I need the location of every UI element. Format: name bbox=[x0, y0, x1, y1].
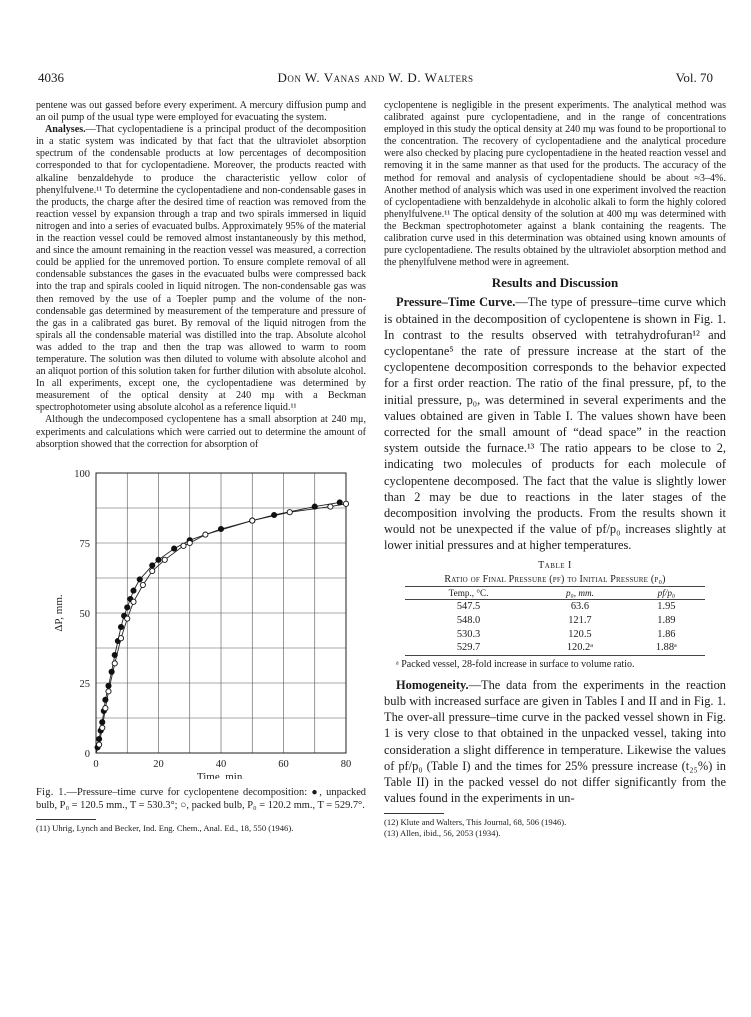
data-point-unpacked bbox=[218, 526, 223, 531]
table-cell: 120.5 bbox=[568, 628, 592, 640]
data-point-packed bbox=[181, 543, 186, 548]
table-title: Table I bbox=[538, 559, 572, 571]
table-cell: 530.3 bbox=[456, 628, 481, 640]
column-header: Temp., °C. bbox=[405, 586, 532, 599]
column-header: p₀, mm. bbox=[532, 586, 628, 599]
runin-heading: Analyses. bbox=[45, 124, 86, 136]
y-tick-label: 0 bbox=[84, 748, 90, 760]
data-point-unpacked bbox=[109, 669, 114, 674]
table-caption: Ratio of Final Pressure (pf) to Initial Pressure (p₀) bbox=[444, 573, 666, 585]
data-point-packed bbox=[187, 540, 192, 545]
data-point-packed bbox=[287, 509, 292, 514]
runin-heading: Pressure–Time Curve. bbox=[396, 295, 516, 310]
data-point-packed bbox=[140, 582, 145, 587]
left-text bbox=[36, 100, 366, 451]
paragraph-text: —The data from the experiments in the reaction bulb with increased surface are given in Tables I and II and in Fig. 1. The over-all pressure–time curve in the packed vessel shown in Fig. 1 is very close to that obtained in the unpacked vessel, taking into consideration a slight difference in temperature. Likewise the values of pf/p₀ (Table I) and the times for 25% pressure increase (t₂₅%) in Table II) in the packed vessel do not differ significantly from the values found in the experiments in un- bbox=[384, 677, 726, 806]
data-point-unpacked bbox=[156, 557, 161, 562]
y-tick-label: 75 bbox=[79, 538, 90, 550]
y-axis-label: ΔP, mm. bbox=[53, 594, 65, 632]
table-row bbox=[405, 613, 705, 627]
footnote-11: (11) Uhrig, Lynch and Becker, Ind. Eng. Chem., Anal. Ed., 18, 550 (1946). bbox=[36, 822, 294, 833]
data-point-packed bbox=[97, 742, 102, 747]
y-tick-label: 25 bbox=[79, 678, 90, 690]
table-cell: 1.88ᵃ bbox=[655, 642, 677, 654]
table-cell: 529.7 bbox=[456, 642, 481, 654]
page-number: 4036 bbox=[38, 70, 64, 85]
data-point-packed bbox=[328, 504, 333, 509]
data-point-packed bbox=[131, 599, 136, 604]
data-point-packed bbox=[125, 616, 130, 621]
homogeneity-text bbox=[384, 677, 726, 807]
table-cell: 548.0 bbox=[456, 614, 481, 626]
table-row bbox=[405, 599, 705, 613]
table-footnote: ᵃ Packed vessel, 28-fold increase in surface to volume ratio. bbox=[396, 658, 635, 670]
paragraph-homogeneity bbox=[384, 677, 726, 807]
x-tick-label: 60 bbox=[278, 758, 289, 770]
runin-heading: Homogeneity. bbox=[396, 677, 469, 692]
paragraph-pressure-time bbox=[384, 294, 726, 553]
data-point-unpacked bbox=[312, 504, 317, 509]
table-cell: 121.7 bbox=[568, 614, 592, 626]
table-header-row bbox=[405, 586, 705, 599]
y-tick-label: 50 bbox=[79, 608, 90, 620]
pressure-time-chart bbox=[36, 461, 366, 779]
data-point-packed bbox=[106, 689, 111, 694]
data-point-unpacked bbox=[125, 605, 130, 610]
data-point-unpacked bbox=[97, 736, 102, 741]
table-cell: 1.95 bbox=[657, 600, 676, 612]
series-curve-1 bbox=[96, 502, 340, 753]
running-header-authors: Don W. Vanas and W. D. Walters bbox=[277, 70, 474, 85]
footnote-12: (12) Klute and Walters, This Journal, 68, 506 (1946). bbox=[384, 817, 567, 828]
data-point-unpacked bbox=[172, 546, 177, 551]
x-tick-label: 20 bbox=[153, 758, 164, 770]
figure-1 bbox=[36, 461, 366, 784]
data-point-packed bbox=[162, 557, 167, 562]
x-axis-label: Time, min. bbox=[196, 770, 246, 779]
figure-caption bbox=[36, 786, 366, 812]
x-tick-label: 80 bbox=[340, 758, 352, 770]
data-point-unpacked bbox=[337, 500, 342, 505]
volume-label: Vol. 70 bbox=[675, 70, 713, 85]
left-column bbox=[36, 100, 366, 833]
data-point-unpacked bbox=[137, 577, 142, 582]
data-point-packed bbox=[100, 725, 105, 730]
y-tick-label: 100 bbox=[74, 468, 90, 480]
paragraph-analyses bbox=[36, 124, 366, 414]
data-point-unpacked bbox=[100, 719, 105, 724]
right-column bbox=[384, 100, 726, 838]
caption-text: —Pressure–time curve for cyclopentene decomposition: ●, unpacked bulb, P₀ = 120.5 mm., T = 530.3°; ○, packed bulb, P₀ = 120.2 mm., T = 529.7°. bbox=[36, 786, 366, 811]
data-point-unpacked bbox=[106, 683, 111, 688]
x-tick-label: 0 bbox=[93, 758, 99, 770]
footnote-rule bbox=[36, 819, 96, 820]
table-cell: 1.89 bbox=[657, 614, 676, 626]
paragraph-text: —That cyclopentadiene is a principal product of the decomposition in a static system was indicated by that fact that the ultraviolet absorption spectrum of the condensable products at low percentages of decomposition corresponded to that for cyclopentadiene. Moreover, the products reacted with alkaline benzaldehyde to produce the characteristic yellow color of phenylfulvene.¹¹ To determine the cyclopentadiene and non-condensable gases in the products, the charge after the desired time of reaction was removed from the reaction vessel by expansion through a trap and two spirals immersed in liquid nitrogen and into a series of evacuated bulbs. Approximately 95% of the material in the reaction vessel could be removed almost instantaneously by this method, and since the amount remaining in the reaction vessel was measured, a correction could be applied for the unremoved portion. To ensure complete removal of all condensable substances the gases in the evacuated bulbs were compressed back into the trap and spirals cooled in liquid nitrogen. The non-condensable gas was then removed by the use of a Toepler pump and the volume of the non-condensable gas determined by measurement of the temperature and pressure of the gas in a calibrated gas buret. By removal of the liquid nitrogen from the spirals all the condensable material was distilled into the trap. Absolute alcohol was added to the trap and then the trap was allowed to warm to room temperature. The solution was then diluted to volume with absolute alcohol and an aliquot portion of this solution taken for further dilution with absolute alcohol. In all experiments, except one, the cyclopentadiene was determined by measurement of the optical density at 240 mμ with a Beckman spectrophotometer using absolute alcohol as a reference liquid.¹¹ bbox=[36, 124, 366, 414]
data-point-unpacked bbox=[112, 652, 117, 657]
data-point-packed bbox=[150, 568, 155, 573]
caption-label: Fig. 1. bbox=[36, 786, 67, 798]
footnote-rule bbox=[384, 813, 444, 814]
data-point-unpacked bbox=[131, 588, 136, 593]
data-point-unpacked bbox=[150, 563, 155, 568]
paragraph: Although the undecomposed cyclopentene has a small absorption at 240 mμ, experiments and calculations which were carried out to determine the amount of absorption showed that the correction for absorption of bbox=[36, 414, 366, 450]
data-point-packed bbox=[103, 705, 108, 710]
data-point-packed bbox=[112, 661, 117, 666]
paragraph-text: —The type of pressure–time curve which is obtained in the decomposition of cyclopentene is shown in Fig. 1. In contrast to the results observed with tetrahydrofuran¹² and cyclopentane⁵ the rate of pressure increase at the start of the cyclopentene decomposition corresponds to the behavior expected for a first order reaction. The ratio of the final pressure, pf, to the initial pressure, p₀, was determined in several experiments and the values obtained are given in Table I. The values shown have been corrected for the small amount of “dead space” in the reaction system outside the furnace.¹³ The ratio appears to be close to 2, indicating two molecules of products for each molecule of cyclopentene decomposed. The fact that the value is slightly lower than 2 may be due to reactions in the later stages of the decomposition involving the products. From the results shown it would not be unexpected if the value of pf/p₀ increases slightly at lower initial pressures and at higher temperatures. bbox=[384, 295, 726, 553]
table-cell: 1.86 bbox=[657, 628, 676, 640]
paragraph: pentene was out gassed before every experiment. A mercury diffusion pump and an oil pump of the usual type were employed for evacuating the system. bbox=[36, 100, 366, 124]
table-row bbox=[405, 641, 705, 655]
column-header: pf/p₀ bbox=[628, 586, 705, 599]
table-row bbox=[405, 627, 705, 641]
results-text bbox=[384, 294, 726, 553]
section-title: Results and Discussion bbox=[491, 275, 619, 291]
data-point-unpacked bbox=[118, 624, 123, 629]
paragraph: cyclopentene is negligible in the present experiments. The analytical method was calibrated against pure cyclopentadiene, and in the range of concentrations employed in this study the optical density at 240 mμ was found to be proportional to the concentration. The recovery of cyclopentadiene and the analytical procedure were also checked by placing pure cyclopentadiene in the heated reaction vessel and removing it in the same manner as that used for the products. The accuracy of the method for removal and analysis of cyclopentadiene should be about ≈3–4%. Another method of analysis which was used in one experiment involved the reaction of cyclopentadiene with benzaldehyde in alcoholic alkali to form the highly colored phenylfulvene.¹¹ The optical density of the solution at 400 mμ was determined with the Beckman spectrophotometer against a blank containing the reagents. The calibration curve used in this determination was obtained using known amounts of pure cyclopentadiene. The results obtained by the ultraviolet absorption method and the phenylfulvene method were in agreement. bbox=[384, 100, 726, 269]
data-point-packed bbox=[250, 518, 255, 523]
data-point-packed bbox=[343, 501, 348, 506]
right-top-text bbox=[384, 100, 726, 269]
table-cell: 63.6 bbox=[570, 600, 590, 612]
table-cell: 120.2ᵃ bbox=[566, 642, 594, 654]
table-1 bbox=[405, 586, 705, 656]
data-point-unpacked bbox=[272, 512, 277, 517]
footnote-13: (13) Allen, ibid., 56, 2053 (1934). bbox=[384, 827, 501, 838]
data-point-packed bbox=[118, 635, 123, 640]
table-cell: 547.5 bbox=[456, 600, 481, 612]
data-point-packed bbox=[203, 532, 208, 537]
x-tick-label: 40 bbox=[215, 758, 227, 770]
data-point-unpacked bbox=[103, 697, 108, 702]
